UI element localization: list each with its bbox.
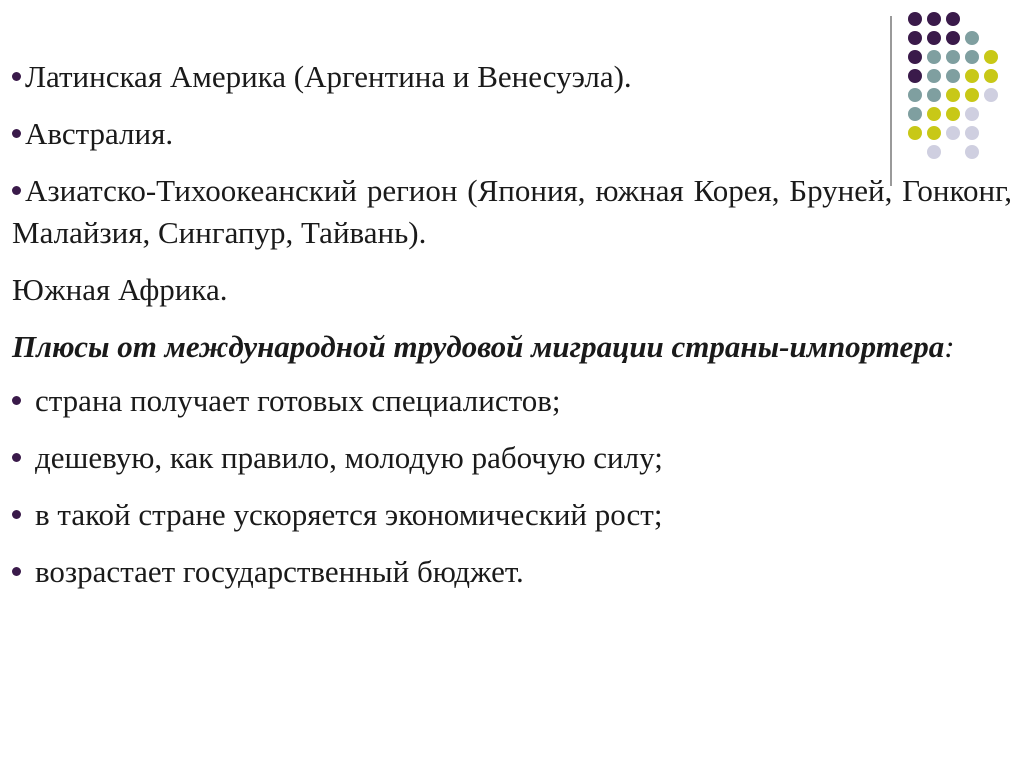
round-bullet-icon	[12, 129, 21, 138]
round-bullet-icon	[12, 453, 21, 462]
benefit-text: дешевую, как правило, молодую рабочую силу;	[35, 440, 663, 475]
list-item-asia-pacific	[12, 170, 1012, 254]
list-item-text: Австралия.	[25, 116, 174, 151]
list-item-latin-america	[12, 56, 1012, 98]
round-bullet-icon	[12, 72, 21, 81]
decor-dot	[946, 31, 960, 45]
decor-dot	[908, 12, 922, 26]
benefit-item	[12, 551, 1012, 593]
decor-dot	[927, 12, 941, 26]
round-bullet-icon	[12, 396, 21, 405]
slide-body	[12, 56, 1012, 608]
decor-dot	[946, 12, 960, 26]
list-item-australia	[12, 113, 1012, 155]
decor-dot	[927, 31, 941, 45]
decor-dot	[908, 31, 922, 45]
benefit-text: возрастает государственный бюджет.	[35, 554, 524, 589]
list-item-text: Азиатско-Тихоокеанский регион (Япония, южная Корея, Бруней, Гонконг, Малайзия, Сингапур, Тайвань).	[12, 173, 1012, 250]
decor-dot	[965, 31, 979, 45]
round-bullet-icon	[12, 567, 21, 576]
list-item-text: Южная Африка.	[12, 272, 228, 307]
round-bullet-icon	[12, 186, 21, 195]
list-item-text: Латинская Америка (Аргентина и Венесуэла).	[25, 59, 632, 94]
benefit-item	[12, 494, 1012, 536]
benefit-text: страна получает готовых специалистов;	[35, 383, 561, 418]
benefits-list	[12, 380, 1012, 593]
heading-text: Плюсы от международной трудовой миграции страны-импортера	[12, 329, 945, 364]
heading-colon: :	[944, 329, 955, 364]
benefit-item	[12, 380, 1012, 422]
benefit-item	[12, 437, 1012, 479]
section-heading	[12, 326, 1012, 368]
round-bullet-icon	[12, 510, 21, 519]
list-item-south-africa	[12, 269, 1012, 311]
benefit-text: в такой стране ускоряется экономический рост;	[35, 497, 663, 532]
